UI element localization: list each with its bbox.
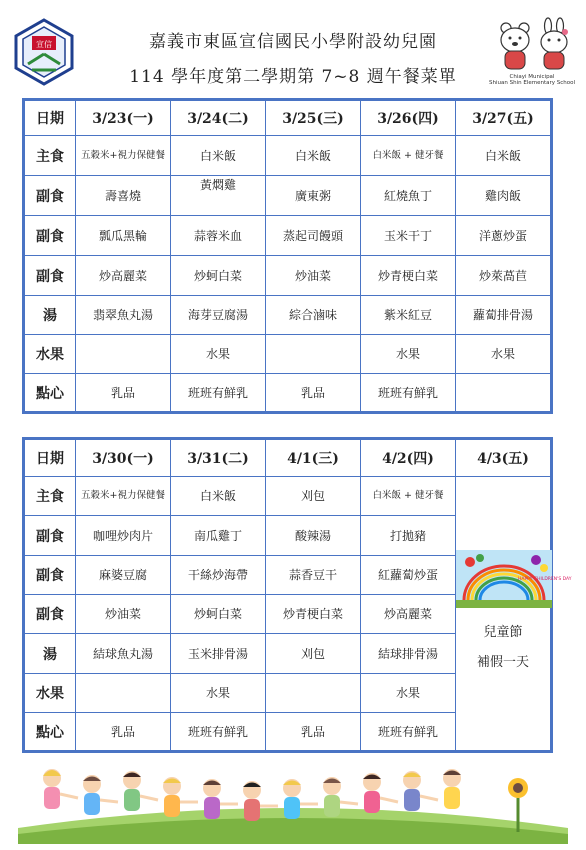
menu-cell: 南瓜雞丁 <box>171 516 266 556</box>
menu-cell: 炒青梗白菜 <box>266 595 361 634</box>
menu-cell: 刈包 <box>266 634 361 674</box>
menu-cell: 刈包 <box>266 477 361 516</box>
menu-cell <box>266 335 361 374</box>
date-row <box>24 439 552 477</box>
menu-cell <box>76 674 171 713</box>
menu-cell: 玉米排骨湯 <box>171 634 266 674</box>
menu-cell: 水果 <box>456 335 552 374</box>
menu-cell: 白米飯 <box>266 136 361 176</box>
menu-cell: 蒜香豆干 <box>266 556 361 595</box>
menu-cell: 翡翠魚丸湯 <box>76 296 171 335</box>
menu-cell: 乳品 <box>266 713 361 752</box>
row-label: 日期 <box>24 100 76 136</box>
row-label: 日期 <box>24 439 76 477</box>
menu-cell: 乳品 <box>266 374 361 413</box>
menu-cell: 炒青梗白菜 <box>361 256 456 296</box>
menu-cell: 乳品 <box>76 374 171 413</box>
menu-cell: 水果 <box>361 335 456 374</box>
menu-subtitle: 114 學年度第二學期第 7~8 週午餐菜單 <box>129 67 457 87</box>
menu-cell <box>456 374 552 413</box>
childrens-day-picture <box>456 550 572 608</box>
date-cell: 4/2(四) <box>361 439 456 477</box>
menu-cell: 洋蔥炒蛋 <box>456 216 552 256</box>
logo-text: 宣信 <box>36 40 52 49</box>
menu-cell: 壽喜燒 <box>76 176 171 216</box>
menu-cell: 結球魚丸湯 <box>76 634 171 674</box>
menu-cell: 班班有鮮乳 <box>361 374 456 413</box>
holiday-title: 兒童節 <box>483 624 523 640</box>
row-label: 水果 <box>24 335 76 374</box>
menu-cell: 炒高麗菜 <box>361 595 456 634</box>
side-row <box>24 256 552 296</box>
menu-cell: 炒蚵白菜 <box>171 256 266 296</box>
date-cell: 3/31(二) <box>171 439 266 477</box>
holiday-note: 補假一天 <box>476 654 529 670</box>
menu-cell: 班班有鮮乳 <box>361 713 456 752</box>
date-cell: 3/24(二) <box>171 100 266 136</box>
row-label: 點心 <box>24 374 76 413</box>
menu-cell: 干絲炒海帶 <box>171 556 266 595</box>
row-label: 水果 <box>24 674 76 713</box>
menu-cell: 蒜蓉米血 <box>171 216 266 256</box>
menu-cell: 酸辣湯 <box>266 516 361 556</box>
menu-cell: 廣東粥 <box>266 176 361 216</box>
date-cell: 4/1(三) <box>266 439 361 477</box>
staple-row <box>24 477 552 516</box>
menu-cell: 黃燜雞 <box>171 176 266 216</box>
menu-cell: 咖哩炒肉片 <box>76 516 171 556</box>
menu-cell: 綜合滷味 <box>266 296 361 335</box>
fruit-row <box>24 335 552 374</box>
menu-cell: 紫米紅豆 <box>361 296 456 335</box>
date-cell: 3/27(五) <box>456 100 552 136</box>
menu-cell: 五穀米+視力保健餐 <box>76 477 171 516</box>
date-cell: 3/23(一) <box>76 100 171 136</box>
row-label: 副食 <box>24 516 76 556</box>
row-label: 副食 <box>24 556 76 595</box>
menu-cell: 麻婆豆腐 <box>76 556 171 595</box>
date-cell: 4/3(五) <box>456 439 552 477</box>
menu-cell: 雞肉飯 <box>456 176 552 216</box>
menu-cell: 蘿蔔排骨湯 <box>456 296 552 335</box>
menu-cell: 水果 <box>171 335 266 374</box>
menu-cell: 紅燒魚丁 <box>361 176 456 216</box>
holiday-cell <box>456 477 572 752</box>
row-label: 主食 <box>24 136 76 176</box>
menu-cell: 白米飯 <box>171 136 266 176</box>
date-row <box>24 100 552 136</box>
menu-cell: 紅蘿蔔炒蛋 <box>361 556 456 595</box>
row-label: 主食 <box>24 477 76 516</box>
row-label: 副食 <box>24 216 76 256</box>
date-cell: 3/30(一) <box>76 439 171 477</box>
school-english-name: Chiayi Municipal Shiuan Shin Elementary School <box>489 74 575 86</box>
menu-table-week1 <box>22 98 553 414</box>
menu-cell: 白米飯 + 健牙餐 <box>361 477 456 516</box>
side-row <box>24 216 552 256</box>
menu-cell: 水果 <box>361 674 456 713</box>
menu-cell: 五穀米+視力保健餐 <box>76 136 171 176</box>
side-row <box>24 176 552 216</box>
rabbit-icon <box>541 18 568 69</box>
menu-cell: 班班有鮮乳 <box>171 374 266 413</box>
menu-cell: 海芽豆腐湯 <box>171 296 266 335</box>
row-label: 湯 <box>24 296 76 335</box>
menu-table-week2 <box>22 437 572 753</box>
row-label: 副食 <box>24 176 76 216</box>
menu-cell: 水果 <box>171 674 266 713</box>
menu-cell: 炒高麗菜 <box>76 256 171 296</box>
menu-cell: 乳品 <box>76 713 171 752</box>
menu-cell: 蒸起司饅頭 <box>266 216 361 256</box>
menu-cell: 打拋豬 <box>361 516 456 556</box>
menu-cell: 白米飯 + 健牙餐 <box>361 136 456 176</box>
date-cell: 3/25(三) <box>266 100 361 136</box>
row-label: 副食 <box>24 595 76 634</box>
menu-cell: 炒萊萵苣 <box>456 256 552 296</box>
menu-cell: 炒油菜 <box>76 595 171 634</box>
row-label: 點心 <box>24 713 76 752</box>
holiday-image-text: HAPPY CHILDREN'S DAY <box>518 576 572 582</box>
menu-cell: 結球排骨湯 <box>361 634 456 674</box>
menu-cell: 白米飯 <box>456 136 552 176</box>
menu-cell: 瓢瓜黑輪 <box>76 216 171 256</box>
menu-cell: 炒油菜 <box>266 256 361 296</box>
menu-cell: 玉米干丁 <box>361 216 456 256</box>
row-label: 湯 <box>24 634 76 674</box>
staple-row <box>24 136 552 176</box>
snack-row <box>24 374 552 413</box>
date-cell: 3/26(四) <box>361 100 456 136</box>
menu-cell: 炒蚵白菜 <box>171 595 266 634</box>
row-label: 副食 <box>24 256 76 296</box>
footer-illustration <box>18 758 568 844</box>
school-title: 嘉義市東區宣信國民小學附設幼兒園 <box>149 32 437 52</box>
bear-icon <box>501 23 529 69</box>
menu-cell <box>266 674 361 713</box>
menu-cell <box>76 335 171 374</box>
soup-row <box>24 296 552 335</box>
menu-cell: 白米飯 <box>171 477 266 516</box>
menu-cell: 班班有鮮乳 <box>171 713 266 752</box>
